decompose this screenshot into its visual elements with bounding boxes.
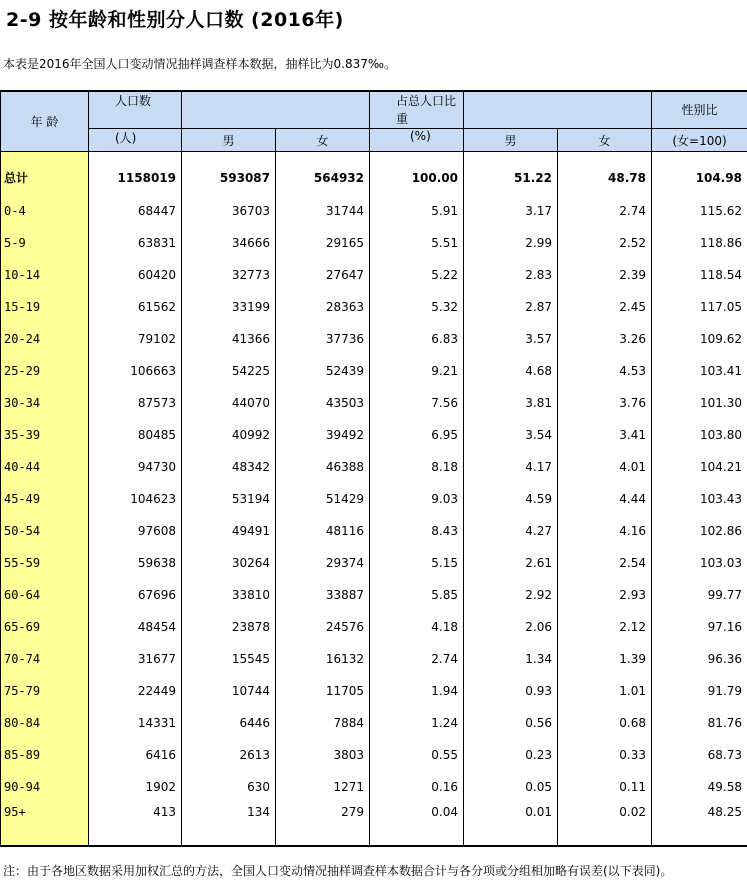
cell-share-female: 0.11 (558, 771, 652, 803)
cell-female: 3803 (276, 739, 370, 771)
header-age: 年 龄 (1, 91, 89, 152)
cell-share-male: 4.68 (464, 355, 558, 387)
cell-share-male: 0.05 (464, 771, 558, 803)
cell-population: 1158019 (89, 152, 182, 196)
cell-share: 6.95 (370, 419, 464, 451)
table-row (1, 291, 747, 323)
cell-population: 97608 (89, 515, 182, 547)
header-female: 女 (276, 129, 370, 152)
cell-population: 80485 (89, 419, 182, 451)
cell-population: 31677 (89, 643, 182, 675)
cell-population: 104623 (89, 483, 182, 515)
cell-male: 33810 (182, 579, 276, 611)
cell-male: 33199 (182, 291, 276, 323)
cell-share-male: 2.92 (464, 579, 558, 611)
page-title: 2-9 按年龄和性别分人口数 (2016年) (6, 9, 344, 31)
cell-female: 279 (276, 803, 370, 846)
cell-female: 1271 (276, 771, 370, 803)
population-table (0, 90, 747, 847)
cell-share-male: 1.34 (464, 643, 558, 675)
header-population-unit: (人) (89, 129, 182, 152)
header-sex-ratio: 性别比 (681, 103, 718, 117)
cell-male: 2613 (182, 739, 276, 771)
cell-share-male: 4.59 (464, 483, 558, 515)
cell-female: 29374 (276, 547, 370, 579)
cell-sex-ratio: 117.05 (652, 291, 747, 323)
cell-sex-ratio: 115.62 (652, 195, 747, 227)
cell-share: 5.32 (370, 291, 464, 323)
cell-share: 6.83 (370, 323, 464, 355)
cell-female: 24576 (276, 611, 370, 643)
cell-age: 35-39 (1, 419, 89, 451)
table-row (1, 195, 747, 227)
cell-sex-ratio: 97.16 (652, 611, 747, 643)
cell-sex-ratio: 96.36 (652, 643, 747, 675)
cell-female: 29165 (276, 227, 370, 259)
header-population-group (89, 91, 182, 129)
cell-share-female: 2.52 (558, 227, 652, 259)
cell-population: 94730 (89, 451, 182, 483)
cell-age: 15-19 (1, 291, 89, 323)
cell-male: 630 (182, 771, 276, 803)
cell-population: 61562 (89, 291, 182, 323)
cell-male: 41366 (182, 323, 276, 355)
cell-share: 5.51 (370, 227, 464, 259)
table-row (1, 611, 747, 643)
table-row (1, 771, 747, 803)
header-share: 占总人口比重 (396, 94, 457, 126)
table-row (1, 675, 747, 707)
cell-age: 30-34 (1, 387, 89, 419)
cell-male: 40992 (182, 419, 276, 451)
cell-population: 14331 (89, 707, 182, 739)
cell-sex-ratio: 101.30 (652, 387, 747, 419)
header-share-spacer (464, 91, 652, 129)
cell-female: 46388 (276, 451, 370, 483)
cell-female: 7884 (276, 707, 370, 739)
cell-age: 60-64 (1, 579, 89, 611)
header-population: 人口数 (115, 94, 152, 108)
table-row-total (1, 152, 747, 196)
cell-share-male: 3.81 (464, 387, 558, 419)
cell-share: 100.00 (370, 152, 464, 196)
table-row (1, 451, 747, 483)
cell-population: 79102 (89, 323, 182, 355)
cell-share-male: 2.83 (464, 259, 558, 291)
cell-share: 5.15 (370, 547, 464, 579)
cell-share: 8.43 (370, 515, 464, 547)
cell-age: 20-24 (1, 323, 89, 355)
cell-age: 90-94 (1, 771, 89, 803)
cell-share: 1.94 (370, 675, 464, 707)
cell-share: 9.21 (370, 355, 464, 387)
footnote: 注：由于各地区数据采用加权汇总的方法，全国人口变动情况抽样调查样本数据合计与各分项或分组相加略有误差(以下表同)。 (3, 864, 673, 878)
cell-population: 6416 (89, 739, 182, 771)
cell-share: 0.04 (370, 803, 464, 846)
header-sex-ratio-unit: (女=100) (652, 129, 747, 152)
cell-share-male: 4.17 (464, 451, 558, 483)
cell-share-male: 3.57 (464, 323, 558, 355)
cell-age: 65-69 (1, 611, 89, 643)
cell-female: 16132 (276, 643, 370, 675)
cell-sex-ratio: 81.76 (652, 707, 747, 739)
cell-age: 70-74 (1, 643, 89, 675)
cell-share-female: 4.53 (558, 355, 652, 387)
cell-male: 34666 (182, 227, 276, 259)
cell-share-male: 2.61 (464, 547, 558, 579)
cell-share-female: 0.68 (558, 707, 652, 739)
cell-share-male: 2.87 (464, 291, 558, 323)
cell-sex-ratio: 103.41 (652, 355, 747, 387)
cell-share-male: 2.06 (464, 611, 558, 643)
cell-sex-ratio: 91.79 (652, 675, 747, 707)
cell-population: 63831 (89, 227, 182, 259)
table-row (1, 259, 747, 291)
cell-age: 95+ (1, 803, 89, 846)
cell-sex-ratio: 103.43 (652, 483, 747, 515)
cell-age: 25-29 (1, 355, 89, 387)
cell-sex-ratio: 102.86 (652, 515, 747, 547)
cell-sex-ratio: 49.58 (652, 771, 747, 803)
cell-female: 31744 (276, 195, 370, 227)
cell-share-female: 0.33 (558, 739, 652, 771)
cell-male: 54225 (182, 355, 276, 387)
table-row (1, 483, 747, 515)
cell-share-female: 2.39 (558, 259, 652, 291)
cell-share: 0.55 (370, 739, 464, 771)
cell-female: 11705 (276, 675, 370, 707)
cell-population: 68447 (89, 195, 182, 227)
cell-female: 52439 (276, 355, 370, 387)
cell-sex-ratio: 104.21 (652, 451, 747, 483)
cell-share-female: 3.41 (558, 419, 652, 451)
table-row (1, 419, 747, 451)
table-row (1, 323, 747, 355)
cell-share-female: 4.44 (558, 483, 652, 515)
cell-male: 49491 (182, 515, 276, 547)
cell-female: 37736 (276, 323, 370, 355)
table-description: 本表是2016年全国人口变动情况抽样调查样本数据，抽样比为0.837‰。 (3, 57, 396, 71)
cell-age: 50-54 (1, 515, 89, 547)
cell-male: 36703 (182, 195, 276, 227)
cell-share-female: 48.78 (558, 152, 652, 196)
cell-share: 1.24 (370, 707, 464, 739)
cell-female: 28363 (276, 291, 370, 323)
cell-population: 60420 (89, 259, 182, 291)
cell-population: 67696 (89, 579, 182, 611)
table-row (1, 643, 747, 675)
cell-sex-ratio: 68.73 (652, 739, 747, 771)
cell-female: 39492 (276, 419, 370, 451)
table-header (1, 91, 747, 152)
header-share-group (370, 91, 464, 129)
cell-female: 48116 (276, 515, 370, 547)
cell-male: 6446 (182, 707, 276, 739)
cell-population: 48454 (89, 611, 182, 643)
cell-female: 51429 (276, 483, 370, 515)
cell-share-female: 1.39 (558, 643, 652, 675)
cell-share-female: 0.02 (558, 803, 652, 846)
cell-share: 9.03 (370, 483, 464, 515)
cell-share-male: 51.22 (464, 152, 558, 196)
cell-population: 106663 (89, 355, 182, 387)
cell-age: 40-44 (1, 451, 89, 483)
table-row (1, 579, 747, 611)
table-row (1, 355, 747, 387)
cell-sex-ratio: 104.98 (652, 152, 747, 196)
header-share-unit: (%) (370, 129, 464, 152)
cell-share-female: 2.45 (558, 291, 652, 323)
cell-female: 33887 (276, 579, 370, 611)
cell-female: 564932 (276, 152, 370, 196)
table-row (1, 803, 747, 846)
cell-male: 32773 (182, 259, 276, 291)
cell-share-male: 2.99 (464, 227, 558, 259)
cell-share-male: 0.56 (464, 707, 558, 739)
cell-share-female: 4.16 (558, 515, 652, 547)
cell-male: 48342 (182, 451, 276, 483)
cell-share: 5.91 (370, 195, 464, 227)
table-row (1, 387, 747, 419)
cell-population: 1902 (89, 771, 182, 803)
cell-population: 22449 (89, 675, 182, 707)
cell-share-female: 1.01 (558, 675, 652, 707)
cell-female: 43503 (276, 387, 370, 419)
cell-population: 59638 (89, 547, 182, 579)
cell-male: 134 (182, 803, 276, 846)
cell-share: 8.18 (370, 451, 464, 483)
cell-share-female: 3.76 (558, 387, 652, 419)
cell-age: 10-14 (1, 259, 89, 291)
cell-share: 7.56 (370, 387, 464, 419)
cell-share-male: 4.27 (464, 515, 558, 547)
cell-male: 10744 (182, 675, 276, 707)
cell-share-male: 0.93 (464, 675, 558, 707)
cell-share: 4.18 (370, 611, 464, 643)
cell-share-female: 2.93 (558, 579, 652, 611)
cell-age: 45-49 (1, 483, 89, 515)
cell-age: 75-79 (1, 675, 89, 707)
cell-population: 413 (89, 803, 182, 846)
cell-share-female: 2.12 (558, 611, 652, 643)
cell-share-female: 2.74 (558, 195, 652, 227)
cell-sex-ratio: 109.62 (652, 323, 747, 355)
cell-share: 5.22 (370, 259, 464, 291)
cell-sex-ratio: 103.80 (652, 419, 747, 451)
cell-age: 总计 (1, 152, 89, 196)
cell-share-female: 2.54 (558, 547, 652, 579)
table-row (1, 739, 747, 771)
cell-male: 44070 (182, 387, 276, 419)
cell-sex-ratio: 118.86 (652, 227, 747, 259)
cell-share-female: 4.01 (558, 451, 652, 483)
header-population-spacer (182, 91, 370, 129)
table-row (1, 227, 747, 259)
cell-share: 5.85 (370, 579, 464, 611)
header-male: 男 (182, 129, 276, 152)
header-sex-ratio-group (652, 91, 747, 129)
cell-share: 0.16 (370, 771, 464, 803)
cell-share: 2.74 (370, 643, 464, 675)
header-share-female: 女 (558, 129, 652, 152)
cell-male: 30264 (182, 547, 276, 579)
table-body (1, 152, 747, 847)
cell-population: 87573 (89, 387, 182, 419)
cell-male: 23878 (182, 611, 276, 643)
table-row (1, 515, 747, 547)
cell-age: 5-9 (1, 227, 89, 259)
cell-male: 15545 (182, 643, 276, 675)
cell-female: 27647 (276, 259, 370, 291)
cell-share-male: 3.54 (464, 419, 558, 451)
table-row (1, 547, 747, 579)
cell-sex-ratio: 103.03 (652, 547, 747, 579)
cell-sex-ratio: 48.25 (652, 803, 747, 846)
cell-age: 55-59 (1, 547, 89, 579)
cell-male: 593087 (182, 152, 276, 196)
cell-share-male: 0.01 (464, 803, 558, 846)
header-share-male: 男 (464, 129, 558, 152)
cell-share-male: 3.17 (464, 195, 558, 227)
cell-age: 85-89 (1, 739, 89, 771)
table-row (1, 707, 747, 739)
cell-share-male: 0.23 (464, 739, 558, 771)
cell-age: 0-4 (1, 195, 89, 227)
cell-age: 80-84 (1, 707, 89, 739)
cell-sex-ratio: 118.54 (652, 259, 747, 291)
cell-sex-ratio: 99.77 (652, 579, 747, 611)
cell-share-female: 3.26 (558, 323, 652, 355)
cell-male: 53194 (182, 483, 276, 515)
